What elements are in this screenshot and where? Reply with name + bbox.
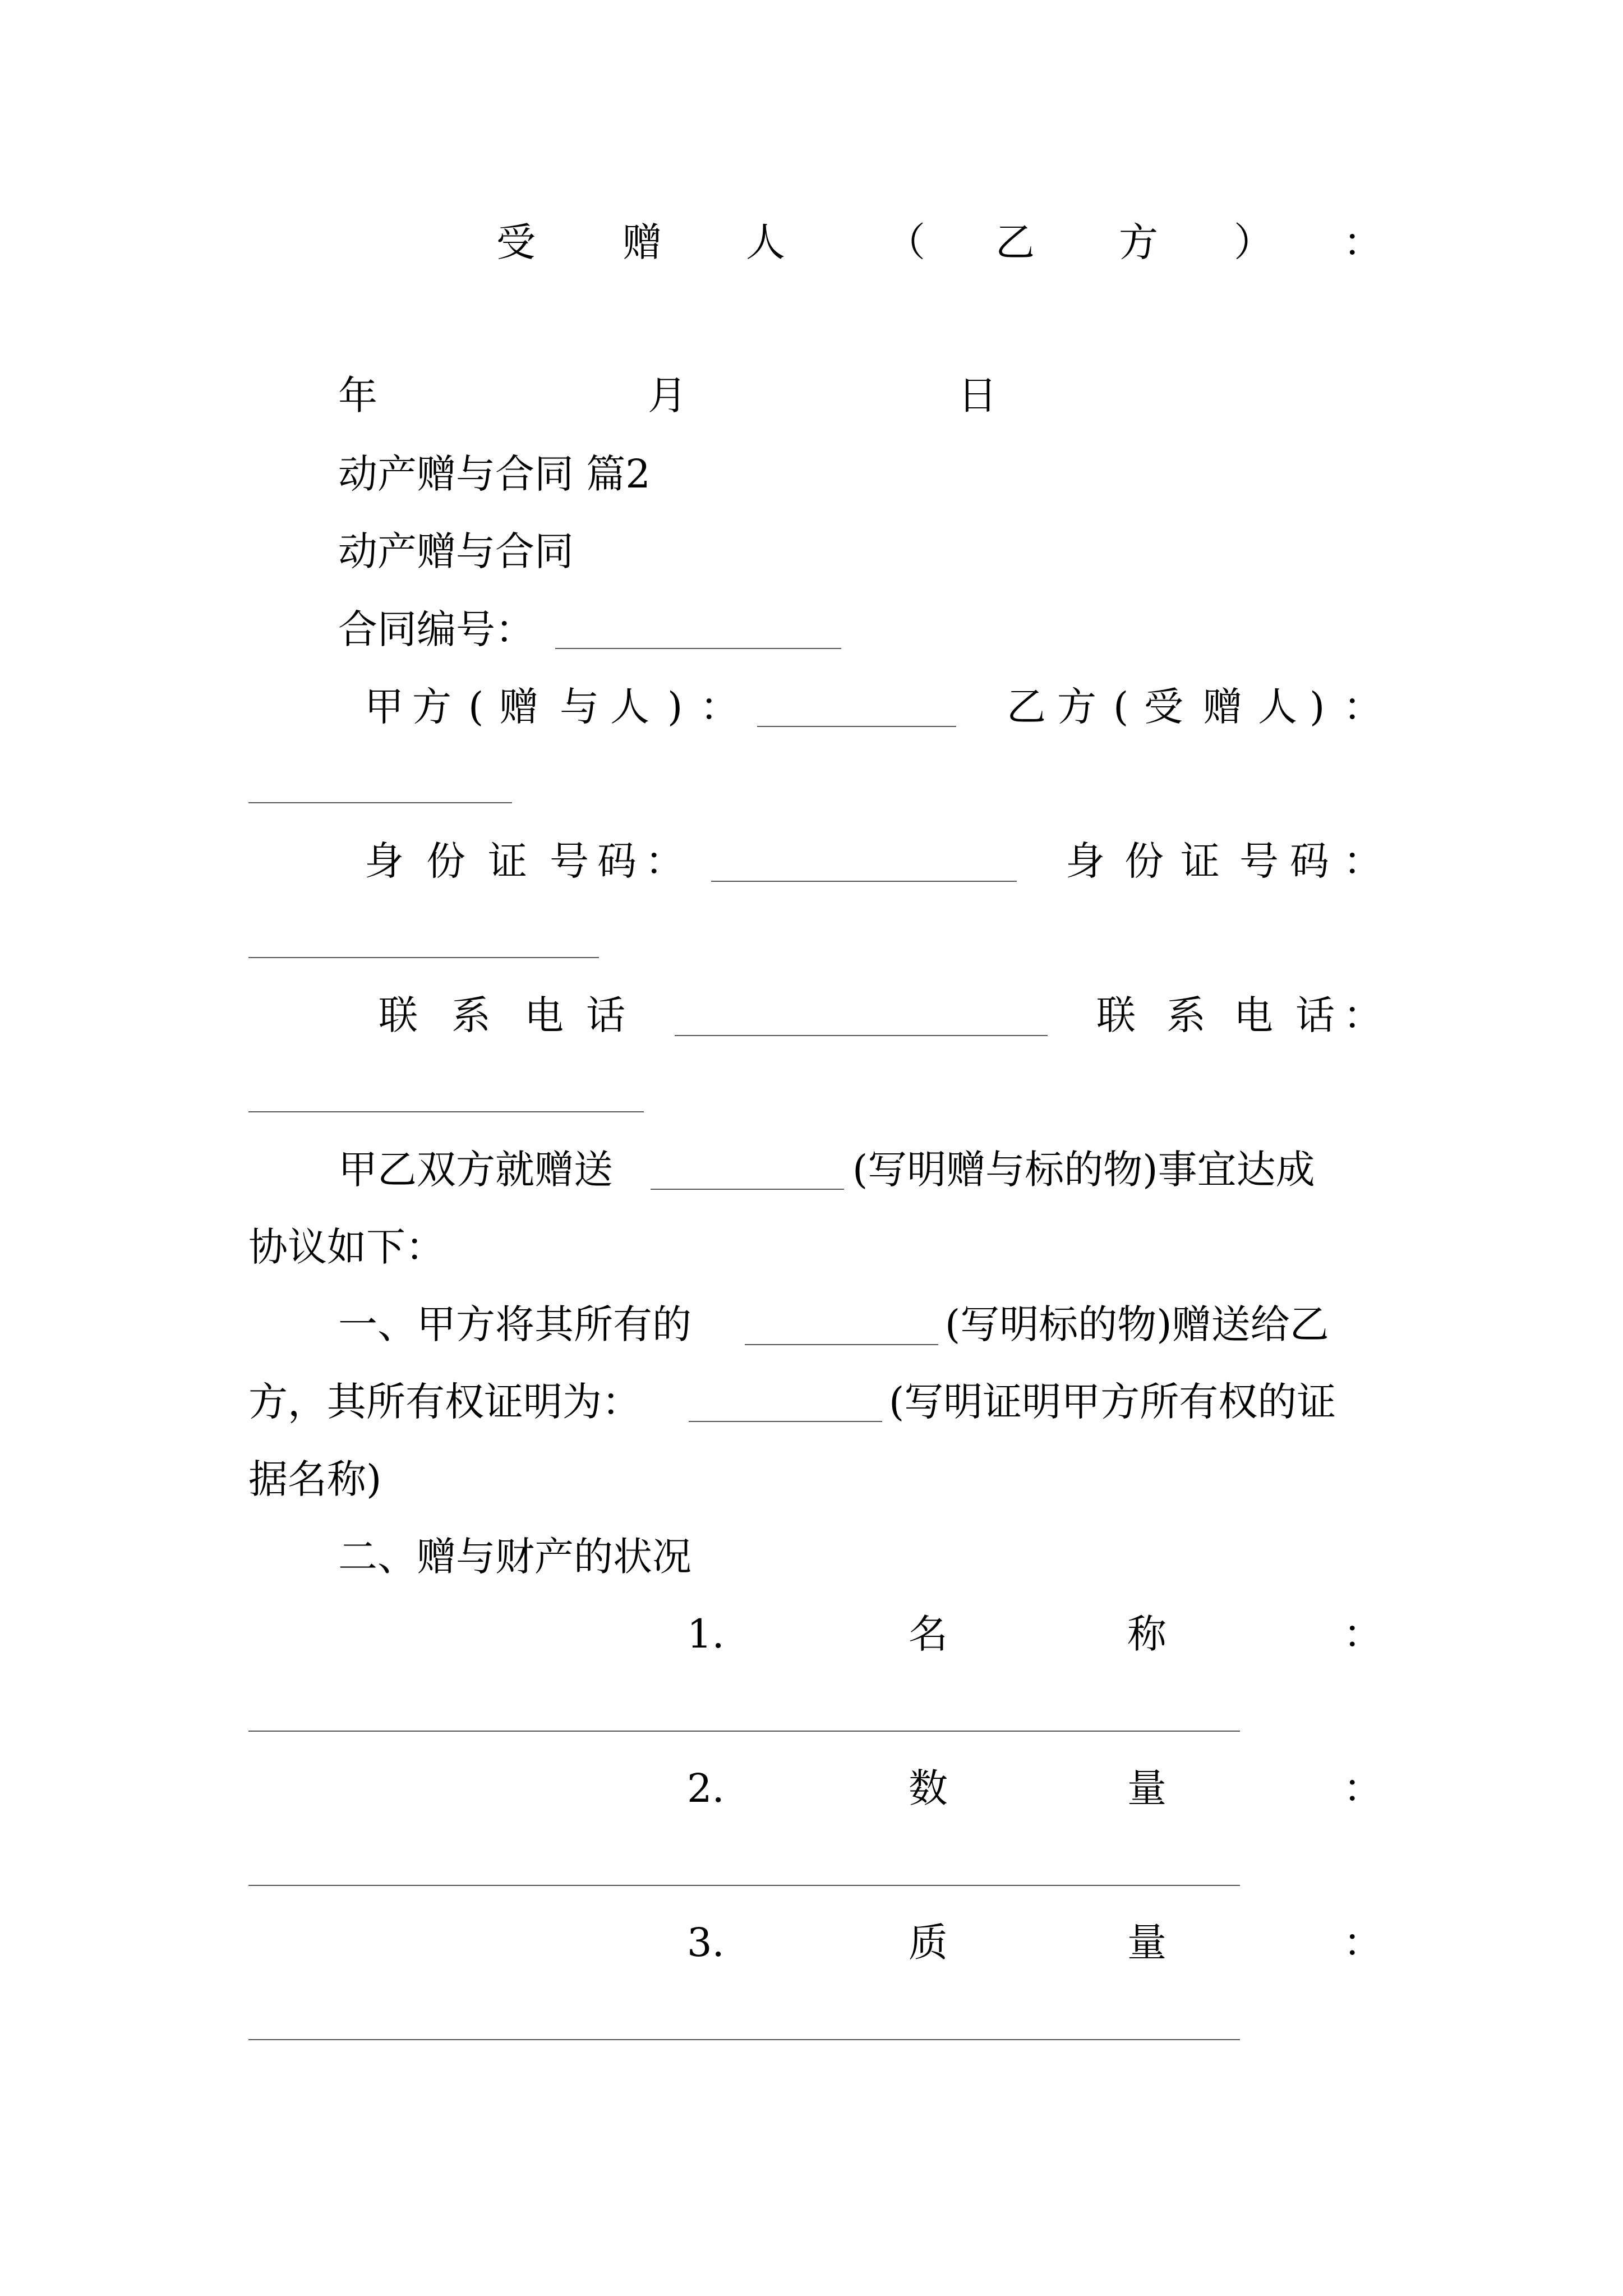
id-b-char: 号 bbox=[1239, 838, 1279, 884]
clause-1-text-part-3: 方，其所有权证明为： bbox=[248, 1379, 641, 1425]
donee-char: 人 bbox=[746, 219, 785, 265]
item-number: 2. bbox=[687, 1765, 725, 1811]
item-label-char: 量 bbox=[1127, 1920, 1166, 1966]
party-a-char: 赠 bbox=[499, 684, 538, 730]
phone-b-char: 系 bbox=[1166, 992, 1206, 1038]
phone-a-char: 电 bbox=[524, 992, 564, 1038]
party-a-char: ( bbox=[468, 684, 484, 730]
section-title-chapter: 动产赠与合同 篇2 bbox=[338, 451, 651, 497]
party-a-char: 甲 bbox=[365, 684, 404, 730]
item-colon: ： bbox=[1343, 1765, 1382, 1811]
clause-1-text-line-3: 据名称) bbox=[248, 1456, 382, 1502]
id-a-blank bbox=[711, 881, 1017, 882]
donee-char: 方 bbox=[1119, 219, 1158, 265]
donee-char: 受 bbox=[496, 219, 536, 265]
item-label-char: 量 bbox=[1127, 1765, 1166, 1811]
clause-1-text-part-1: 一、甲方将其所有的 bbox=[338, 1301, 691, 1347]
party-b-char: ： bbox=[1343, 684, 1382, 730]
contract-number-label: 合同编号： bbox=[338, 606, 534, 652]
clause-1-text-part-4: (写明证明甲方所有权的证 bbox=[889, 1379, 1336, 1425]
phone-b-blank bbox=[248, 1111, 644, 1112]
id-b-char: ： bbox=[1343, 838, 1382, 884]
clause-1-text-part-2: (写明标的物)赠送给乙 bbox=[945, 1301, 1329, 1347]
phone-b-char: 话 bbox=[1295, 992, 1335, 1038]
agreement-text-line-2: 协议如下： bbox=[248, 1224, 445, 1270]
contract-title: 动产赠与合同 bbox=[338, 528, 574, 574]
party-b-blank bbox=[248, 802, 512, 803]
item-quantity-blank bbox=[248, 1885, 1240, 1886]
party-a-char: 与 bbox=[560, 684, 599, 730]
id-b-blank bbox=[248, 957, 599, 958]
clause-1-proof-blank bbox=[689, 1421, 882, 1422]
id-a-char: ： bbox=[645, 838, 684, 884]
item-label-char: 质 bbox=[909, 1920, 948, 1966]
item-colon: ： bbox=[1343, 1611, 1382, 1657]
party-b-char: 赠 bbox=[1203, 684, 1242, 730]
donee-char: 乙 bbox=[995, 219, 1035, 265]
phone-b-char: ： bbox=[1343, 992, 1382, 1038]
donee-char: ） bbox=[1234, 219, 1273, 265]
donee-char: ： bbox=[1343, 219, 1382, 265]
id-b-char: 码 bbox=[1290, 838, 1329, 884]
id-b-char: 身 bbox=[1066, 838, 1105, 884]
clause-2-heading: 二、赠与财产的状况 bbox=[338, 1534, 691, 1580]
agreement-text-part-1: 甲乙双方就赠送 bbox=[338, 1147, 613, 1193]
phone-a-char: 联 bbox=[379, 992, 418, 1038]
id-a-char: 份 bbox=[426, 838, 465, 884]
party-b-char: 乙 bbox=[1007, 684, 1046, 730]
item-colon: ： bbox=[1343, 1920, 1382, 1966]
party-a-char: 人 bbox=[610, 684, 649, 730]
item-quality-blank bbox=[248, 2039, 1240, 2040]
party-a-char: ) bbox=[667, 684, 683, 730]
contract-number-blank bbox=[555, 648, 841, 649]
phone-b-char: 电 bbox=[1234, 992, 1273, 1038]
phone-a-char: 系 bbox=[451, 992, 491, 1038]
item-name-blank bbox=[248, 1731, 1240, 1732]
id-a-char: 身 bbox=[365, 838, 404, 884]
item-label-char: 称 bbox=[1127, 1611, 1166, 1657]
party-a-blank bbox=[757, 726, 956, 727]
phone-a-blank bbox=[675, 1035, 1048, 1036]
agreement-text-part-2: (写明赠与标的物)事宜达成 bbox=[852, 1147, 1315, 1193]
party-b-char: 受 bbox=[1144, 684, 1183, 730]
date-month: 月 bbox=[648, 372, 687, 418]
clause-1-object-blank bbox=[745, 1344, 938, 1345]
date-year: 年 bbox=[338, 372, 377, 418]
id-b-char: 证 bbox=[1181, 838, 1220, 884]
phone-b-char: 联 bbox=[1096, 992, 1136, 1038]
item-label-char: 名 bbox=[909, 1611, 948, 1657]
item-number: 3. bbox=[687, 1920, 725, 1966]
party-b-char: ( bbox=[1113, 684, 1129, 730]
id-a-char: 码 bbox=[597, 838, 637, 884]
id-a-char: 号 bbox=[550, 838, 589, 884]
party-b-char: ) bbox=[1310, 684, 1325, 730]
party-a-char: ： bbox=[700, 684, 739, 730]
donee-char: （ bbox=[886, 219, 925, 265]
agreement-gift-blank bbox=[651, 1189, 844, 1190]
donee-char: 赠 bbox=[623, 219, 662, 265]
item-label-char: 数 bbox=[909, 1765, 948, 1811]
party-a-char: 方 bbox=[412, 684, 451, 730]
party-b-char: 人 bbox=[1258, 684, 1297, 730]
party-b-char: 方 bbox=[1057, 684, 1096, 730]
id-b-char: 份 bbox=[1124, 838, 1164, 884]
phone-a-char: 话 bbox=[586, 992, 625, 1038]
id-a-char: 证 bbox=[488, 838, 527, 884]
item-number: 1. bbox=[687, 1611, 725, 1657]
date-day: 日 bbox=[958, 372, 997, 418]
